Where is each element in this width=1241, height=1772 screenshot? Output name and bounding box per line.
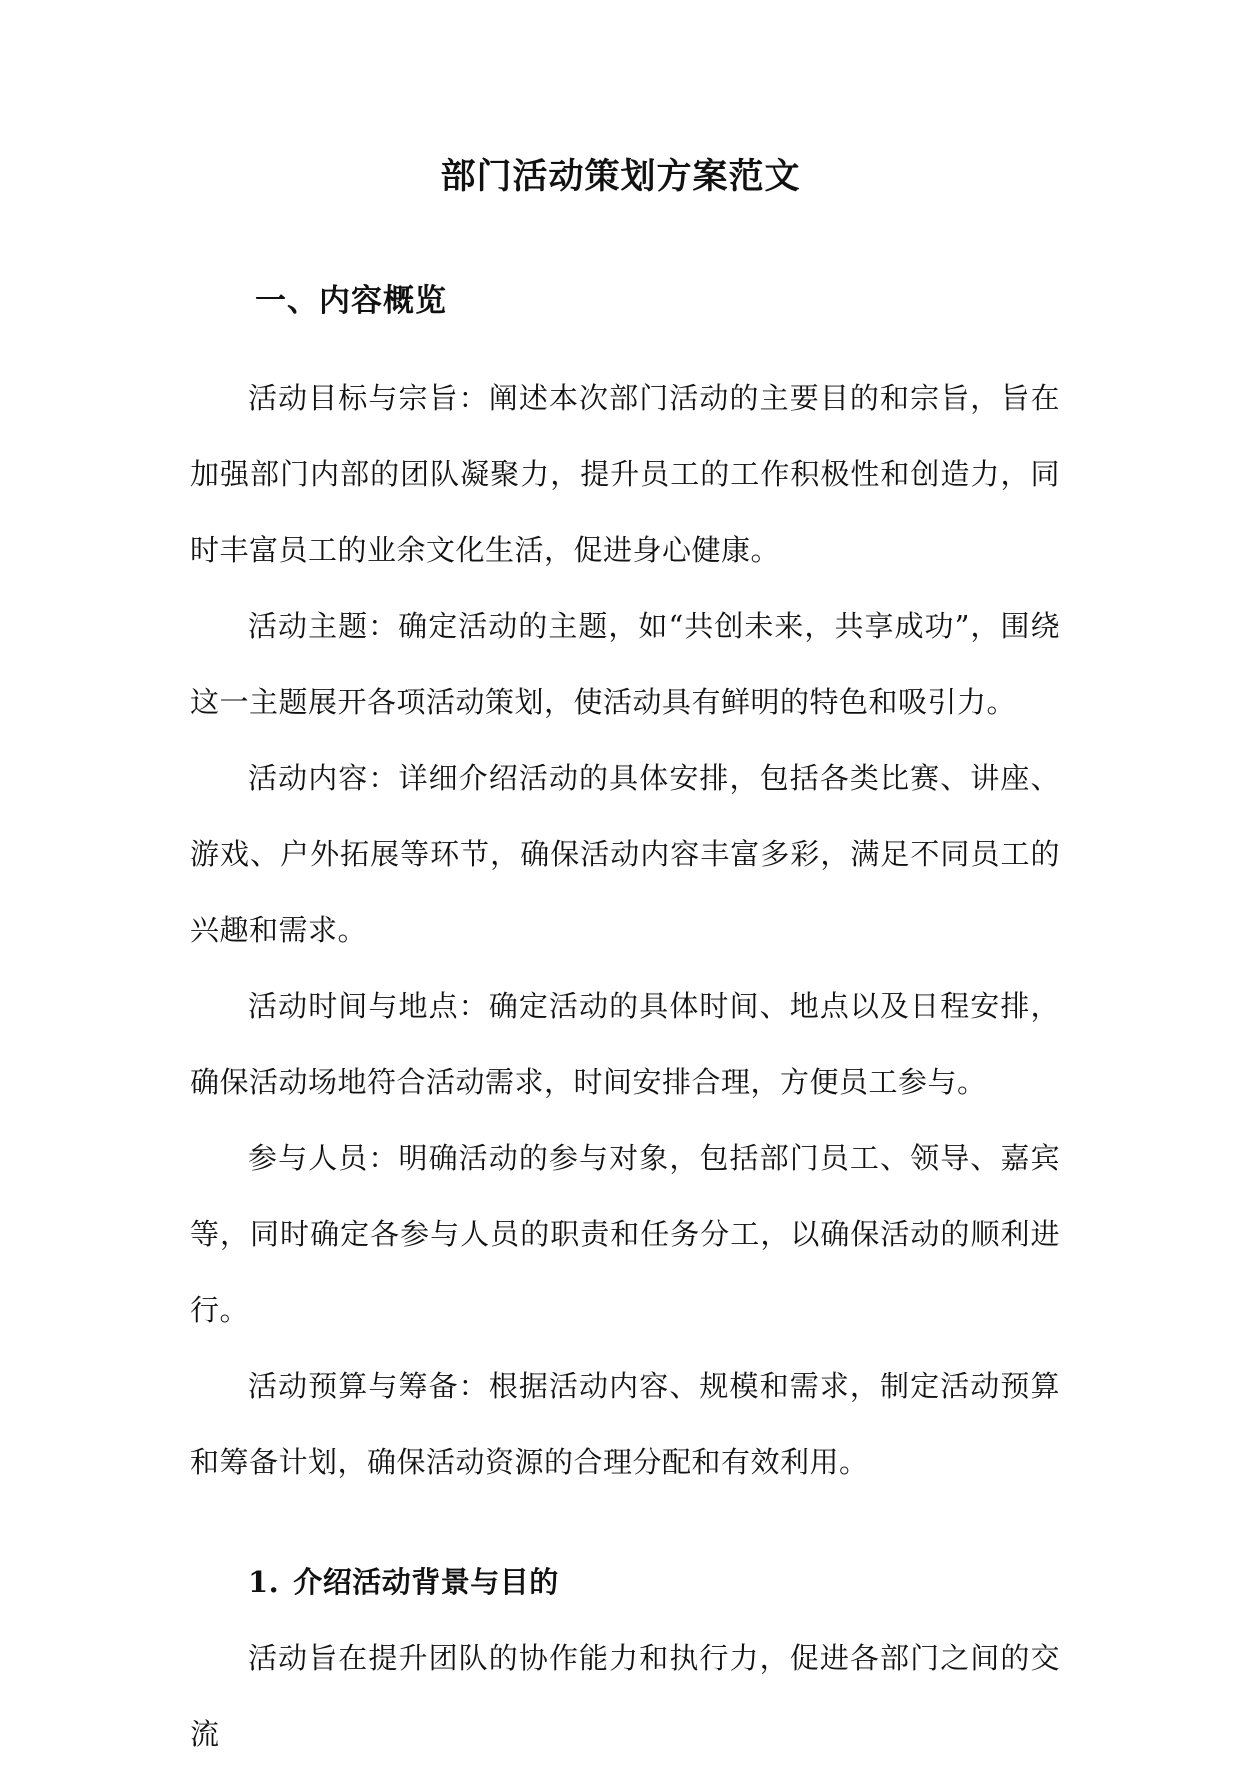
paragraph-background: 活动旨在提升团队的协作能力和执行力，促进各部门之间的交流 — [190, 1641, 1060, 1751]
subsection-number: 1. — [248, 1565, 280, 1599]
document-title: 部门活动策划方案范文 — [440, 156, 801, 197]
section-heading: 一、内容概览 — [255, 283, 447, 319]
paragraph-participants: 参与人员：明确活动的参与对象，包括部门员工、领导、嘉宾等，同时确定各参与人员的职责和任务分工，以确保活动的顺利进行。 — [190, 1141, 1060, 1327]
document-body — [190, 360, 1060, 1772]
paragraph-budget: 活动预算与筹备：根据活动内容、规模和需求，制定活动预算和筹备计划，确保活动资源的合理分配和有效利用。 — [190, 1369, 1060, 1479]
paragraph-time-place: 活动时间与地点：确定活动的具体时间、地点以及日程安排，确保活动场地符合活动需求，时间安排合理，方便员工参与。 — [190, 989, 1060, 1099]
subsection-heading — [190, 1544, 1060, 1620]
paragraph-goals: 活动目标与宗旨：阐述本次部门活动的主要目的和宗旨，旨在加强部门内部的团队凝聚力，提升员工的工作积极性和创造力，同时丰富员工的业余文化生活，促进身心健康。 — [190, 381, 1060, 567]
paragraph-theme: 活动主题：确定活动的主题，如“共创未来，共享成功”，围绕这一主题展开各项活动策划，使活动具有鲜明的特色和吸引力。 — [190, 609, 1060, 719]
subsection-title: 介绍活动背景与目的 — [293, 1565, 559, 1599]
paragraph-content: 活动内容：详细介绍活动的具体安排，包括各类比赛、讲座、游戏、户外拓展等环节，确保活动内容丰富多彩，满足不同员工的兴趣和需求。 — [190, 761, 1060, 947]
